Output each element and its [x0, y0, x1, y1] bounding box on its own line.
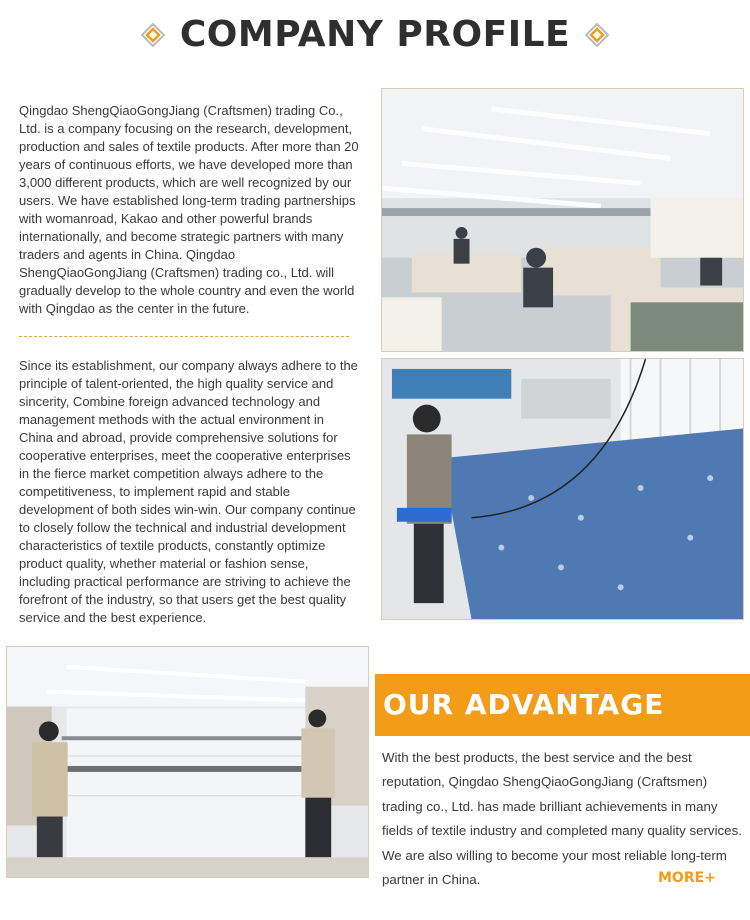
advantage-banner [375, 674, 750, 736]
page-header [0, 14, 750, 58]
more-link[interactable]: MORE+ [658, 870, 716, 886]
advantage-title: OUR ADVANTAGE [383, 688, 665, 721]
advantage-paragraph: With the best products, the best service and the best reputation, Qingdao ShengQiaoGongJiang (Craftsmen) trading co., Ltd. has made brilliant achievements in many fields of textile industry and completed many quality services. We are also willing to become your most reliable long-term partner in China. [382, 750, 742, 888]
diamond-icon [585, 23, 609, 47]
diamond-icon [141, 23, 165, 47]
fabric-inspection-photo [6, 646, 369, 878]
section-divider [19, 336, 349, 337]
page-title: COMPANY PROFILE [179, 14, 571, 55]
fabric-cutting-photo [381, 358, 744, 620]
profile-paragraph-1: Qingdao ShengQiaoGongJiang (Craftsmen) trading Co., Ltd. is a company focusing on the research, development, production and sales of textile products. After more than 20 years of continuous efforts, we have developed more than 3,000 different products, which are well recognized by our users. We have established long-term trading partnerships with womanroad, Kakao and other powerful brands internationally, and become strategic partners with many traders and agents in China. Qingdao ShengQiaoGongJiang (Craftsmen) trading co., Ltd. will gradually develop to the whole country and even the world with Qingdao as the center in the future. [19, 103, 359, 316]
sewing-workshop-photo [381, 88, 744, 352]
profile-paragraph-2: Since its establishment, our company always adhere to the principle of talent-oriented, the high quality service and sincerity, Combine foreign advanced technology and management methods with the actual environment in China and abroad, provide comprehensive solutions for cooperative enterprises, meet the cooperative enterprises in the fierce market competition always adhere to the competitiveness, to implement rapid and stable development of both sides win-win. Our company continue to closely follow the technical and industrial development characteristics of textile products, constantly optimize product quality, whether material or fashion sense, including practical performance are striving to achieve the forefront of the industry, so that users get the best quality service and the best experience. [19, 358, 358, 625]
